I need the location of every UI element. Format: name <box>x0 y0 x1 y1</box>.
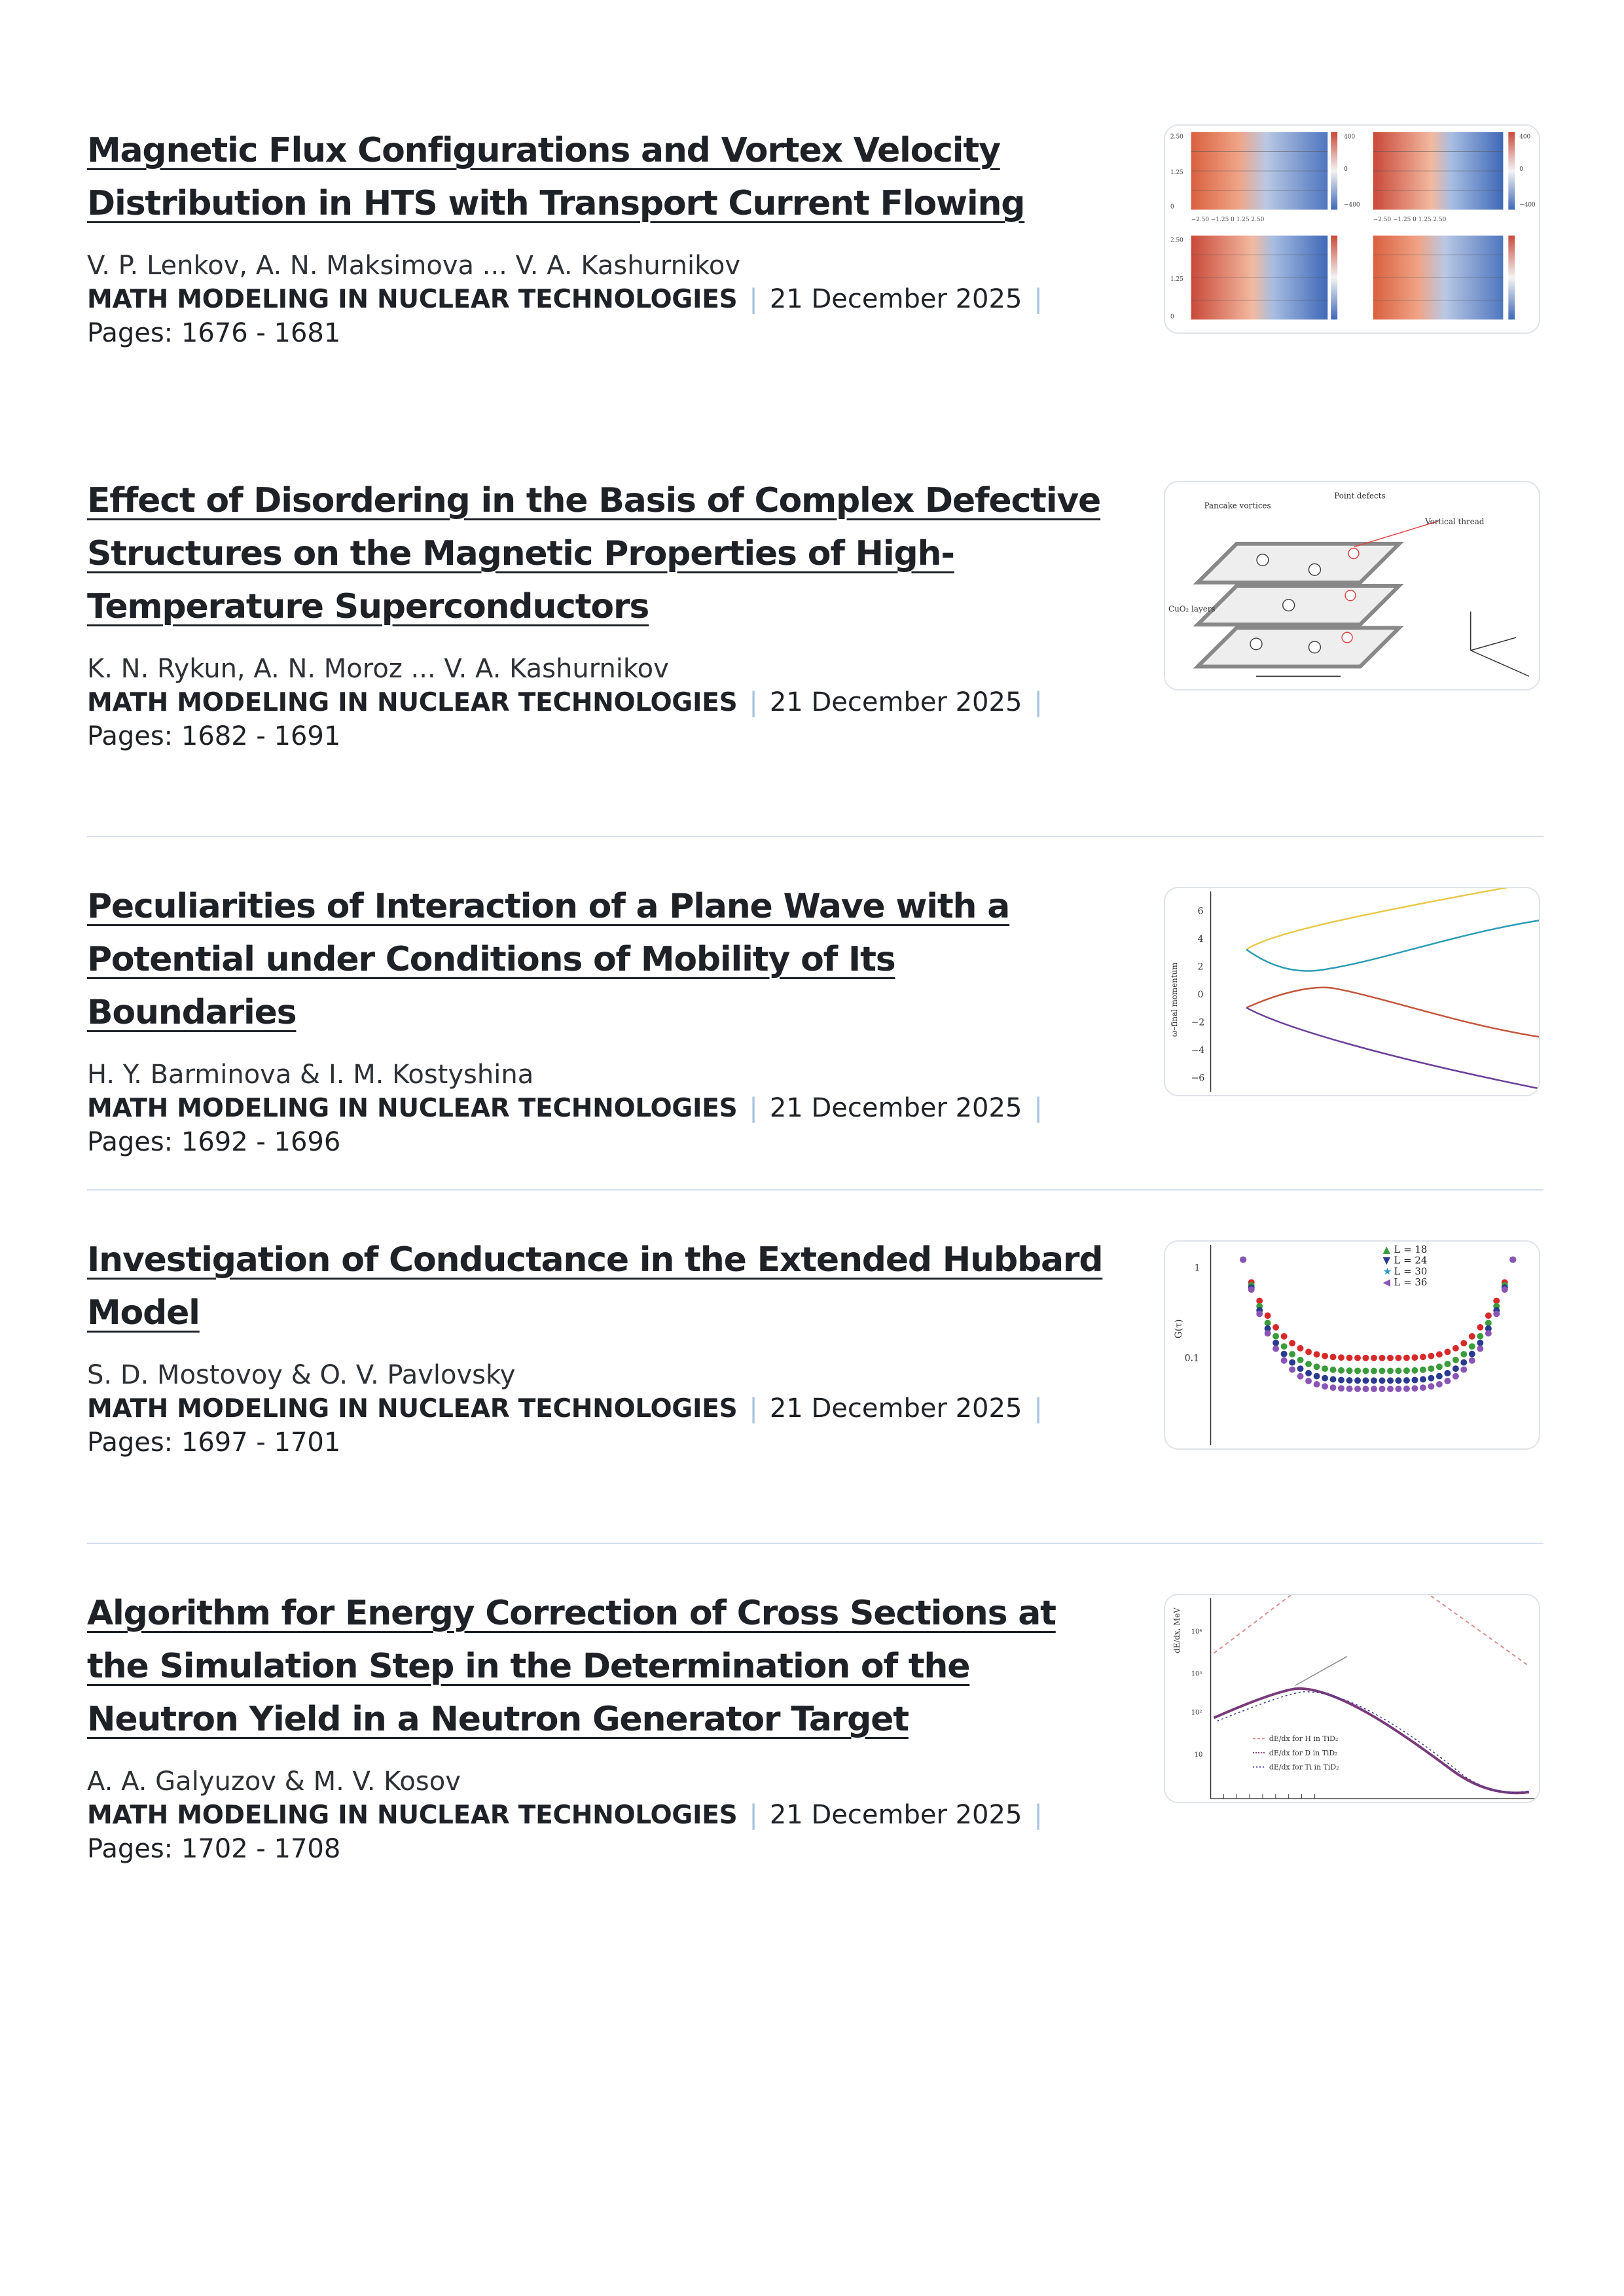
legend-label: dE/dx for Ti in TiD₂ <box>1269 1763 1339 1772</box>
scatter-point <box>1436 1381 1443 1388</box>
article-thumbnail[interactable] <box>1164 481 1540 691</box>
axis-label: dE/dx, MeV <box>1172 1607 1182 1653</box>
svg-text:2.50: 2.50 <box>1170 237 1183 244</box>
divider <box>87 1189 1543 1191</box>
divider <box>87 1543 1543 1544</box>
heatmap-figure <box>1165 126 1539 332</box>
scatter-point <box>1322 1383 1328 1390</box>
article-text <box>87 1587 1108 1866</box>
svg-text:0: 0 <box>1197 989 1204 1000</box>
legend-label: dE/dx for H in TiD₂ <box>1269 1734 1339 1744</box>
article-text <box>87 124 1108 350</box>
svg-text:0.1: 0.1 <box>1184 1353 1199 1364</box>
scatter-point <box>1281 1343 1288 1350</box>
scatter-point <box>1289 1351 1295 1357</box>
line-plot-figure <box>1165 888 1539 1095</box>
scatter-point <box>1453 1365 1459 1372</box>
scatter-point <box>1469 1357 1475 1364</box>
journal-link[interactable]: MATH MODELING IN NUCLEAR TECHNOLOGIES <box>87 1394 738 1424</box>
scatter-point <box>1371 1368 1377 1374</box>
svg-text:10²: 10² <box>1191 1709 1202 1717</box>
article-title-link[interactable]: Magnetic Flux Configurations and Vortex Velocity Distribution in HTS with Transport Current Flowing <box>87 131 1025 223</box>
scatter-point <box>1354 1367 1361 1374</box>
scatter-point <box>1338 1354 1344 1361</box>
scatter-point <box>1460 1351 1467 1357</box>
scatter-point <box>1395 1386 1401 1392</box>
scatter-point <box>1453 1345 1459 1352</box>
scatter-point <box>1289 1340 1295 1346</box>
svg-text:1.25: 1.25 <box>1170 276 1183 283</box>
scatter-point <box>1297 1373 1304 1380</box>
meta-separator: | <box>749 1393 758 1424</box>
scatter-point <box>1420 1354 1426 1360</box>
article-thumbnail[interactable] <box>1164 1594 1540 1803</box>
scatter-point <box>1403 1367 1410 1374</box>
scatter-point <box>1428 1383 1434 1390</box>
scatter-point <box>1460 1359 1467 1366</box>
scatter-point <box>1265 1330 1271 1336</box>
svg-text:400: 400 <box>1344 134 1356 141</box>
scatter-point <box>1395 1367 1401 1374</box>
diagram-label: Pancake vortices <box>1204 501 1271 511</box>
scatter-point <box>1281 1357 1288 1364</box>
scatter-point <box>1330 1354 1337 1360</box>
article-pages: Pages: 1692 - 1696 <box>87 1127 341 1157</box>
scatter-point <box>1469 1343 1475 1350</box>
scatter-point <box>1289 1367 1295 1373</box>
scatter-point <box>1338 1367 1344 1374</box>
article-card <box>87 1587 1543 1914</box>
article-meta <box>87 1392 1108 1426</box>
article-thumbnail[interactable] <box>1164 124 1540 334</box>
scatter-plot-figure <box>1165 1242 1539 1448</box>
scatter-point <box>1436 1363 1443 1370</box>
scatter-point <box>1502 1286 1508 1293</box>
scatter-point <box>1297 1365 1304 1372</box>
article-text <box>87 1234 1108 1460</box>
scatter-point <box>1444 1361 1451 1367</box>
scatter-point <box>1281 1333 1288 1340</box>
svg-text:◀: ◀ <box>1382 1276 1391 1289</box>
svg-text:0: 0 <box>1344 166 1348 173</box>
article-title-link[interactable]: Peculiarities of Interaction of a Plane Wave with a Potential under Conditions of Mobility of Its Boundaries <box>87 887 1010 1032</box>
scatter-point <box>1444 1378 1451 1384</box>
svg-text:−2.50 −1.25 0 1.25 2.50: −2.50 −1.25 0 1.25 2.50 <box>1373 217 1447 224</box>
scatter-point <box>1428 1353 1434 1359</box>
scatter-point <box>1395 1355 1401 1361</box>
svg-text:10⁴: 10⁴ <box>1191 1628 1202 1636</box>
svg-text:6: 6 <box>1197 906 1204 917</box>
scatter-point <box>1256 1310 1263 1317</box>
article-meta <box>87 1092 1108 1125</box>
axis-label: G(τ) <box>1173 1319 1184 1339</box>
svg-text:2.50: 2.50 <box>1170 134 1183 141</box>
journal-link[interactable]: MATH MODELING IN NUCLEAR TECHNOLOGIES <box>87 1801 738 1830</box>
svg-text:−6: −6 <box>1191 1073 1205 1084</box>
publication-date: 21 December 2025 <box>769 284 1022 314</box>
svg-text:▲: ▲ <box>1382 1243 1391 1255</box>
scatter-point <box>1362 1377 1369 1384</box>
scatter-point <box>1322 1375 1328 1382</box>
legend-label: L = 18 <box>1394 1243 1428 1255</box>
scatter-point <box>1362 1386 1369 1392</box>
publication-date: 21 December 2025 <box>769 1093 1022 1123</box>
scatter-point <box>1428 1375 1434 1382</box>
article-pages: Pages: 1682 - 1691 <box>87 721 341 751</box>
scatter-point <box>1371 1386 1377 1392</box>
scatter-point <box>1411 1367 1418 1374</box>
journal-link[interactable]: MATH MODELING IN NUCLEAR TECHNOLOGIES <box>87 688 738 717</box>
scatter-point <box>1477 1340 1483 1346</box>
svg-text:−2: −2 <box>1191 1017 1205 1028</box>
article-pages: Pages: 1702 - 1708 <box>87 1834 341 1864</box>
scatter-point <box>1477 1333 1483 1340</box>
publication-date: 21 December 2025 <box>769 687 1022 717</box>
scatter-point <box>1395 1377 1401 1384</box>
scatter-point <box>1387 1368 1394 1374</box>
scatter-point <box>1330 1376 1337 1382</box>
scatter-point <box>1338 1377 1344 1384</box>
legend-label: dE/dx for D in TiD₂ <box>1269 1748 1338 1757</box>
scatter-point <box>1281 1351 1288 1357</box>
diagram-label: CuO₂ layers <box>1168 604 1216 614</box>
scatter-point <box>1289 1359 1295 1366</box>
article-authors: H. Y. Barminova & I. M. Kostyshina <box>87 1060 534 1090</box>
scatter-point <box>1411 1385 1418 1391</box>
article-pages: Pages: 1697 - 1701 <box>87 1427 341 1458</box>
scatter-point <box>1469 1351 1475 1357</box>
scatter-point <box>1485 1330 1492 1336</box>
scatter-point <box>1493 1310 1500 1317</box>
scatter-point <box>1305 1361 1312 1367</box>
scatter-point <box>1371 1355 1377 1361</box>
article-card <box>87 1234 1543 1496</box>
svg-text:1.25: 1.25 <box>1170 170 1183 177</box>
publication-date: 21 December 2025 <box>769 1800 1022 1830</box>
article-thumbnail[interactable] <box>1164 1240 1540 1450</box>
article-text <box>87 880 1108 1159</box>
scatter-point <box>1330 1384 1337 1391</box>
svg-text:2: 2 <box>1197 961 1204 973</box>
article-title-link[interactable]: Effect of Disordering in the Basis of Complex Defective Structures on the Magnetic Properties of High-Temperature Superconductors <box>87 481 1101 626</box>
article-title-link[interactable]: Algorithm for Energy Correction of Cross Sections at the Simulation Step in the Determination of the Neutron Yield in a Neutron Generator Target <box>87 1594 1056 1739</box>
scatter-point <box>1477 1346 1483 1352</box>
scatter-point <box>1403 1386 1410 1392</box>
scatter-point <box>1338 1385 1344 1391</box>
meta-separator: | <box>1034 1393 1043 1424</box>
meta-separator: | <box>749 284 758 314</box>
svg-text:−2.50 −1.25 0 1.25 2.50: −2.50 −1.25 0 1.25 2.50 <box>1191 217 1265 224</box>
svg-text:10³: 10³ <box>1191 1670 1202 1678</box>
article-title-link[interactable]: Investigation of Conductance in the Extended Hubbard Model <box>87 1240 1103 1333</box>
scatter-point <box>1314 1351 1320 1357</box>
scatter-point <box>1460 1340 1467 1346</box>
meta-separator: | <box>1034 284 1043 314</box>
legend-label: L = 24 <box>1394 1254 1428 1266</box>
meta-separator: | <box>749 1093 758 1123</box>
article-meta <box>87 1799 1108 1832</box>
svg-text:4: 4 <box>1197 933 1204 944</box>
scatter-point <box>1305 1378 1312 1384</box>
divider <box>87 836 1543 837</box>
scatter-point <box>1477 1324 1483 1331</box>
article-authors: V. P. Lenkov, A. N. Maksimova ... V. A. Kashurnikov <box>87 251 740 281</box>
svg-text:1: 1 <box>1194 1263 1200 1274</box>
scatter-point <box>1379 1368 1386 1374</box>
axis-label: ω–final momentum <box>1169 962 1179 1037</box>
scatter-point <box>1411 1377 1418 1384</box>
scatter-point <box>1436 1373 1443 1380</box>
scatter-point <box>1314 1373 1320 1380</box>
article-pages: Pages: 1676 - 1681 <box>87 318 341 348</box>
scatter-point <box>1265 1312 1271 1319</box>
scatter-point <box>1453 1357 1459 1363</box>
meta-separator: | <box>1034 1093 1043 1123</box>
scatter-point <box>1387 1355 1394 1361</box>
svg-text:0: 0 <box>1170 204 1174 211</box>
scatter-point <box>1297 1345 1304 1352</box>
scatter-point <box>1362 1368 1369 1374</box>
legend-label: L = 36 <box>1394 1276 1428 1289</box>
scatter-point <box>1460 1367 1467 1373</box>
scatter-point <box>1346 1367 1353 1374</box>
legend-label: L = 30 <box>1394 1265 1428 1278</box>
meta-separator: | <box>1034 1800 1043 1830</box>
log-curve-figure <box>1165 1595 1539 1802</box>
scatter-point <box>1272 1346 1279 1352</box>
meta-separator: | <box>1034 687 1043 717</box>
diagram-label: Point defects <box>1334 491 1386 501</box>
svg-text:0: 0 <box>1519 166 1523 173</box>
scatter-point <box>1354 1386 1361 1392</box>
scatter-point <box>1411 1354 1418 1361</box>
article-card <box>87 124 1543 347</box>
scatter-point <box>1403 1355 1410 1361</box>
svg-text:▼: ▼ <box>1382 1254 1391 1266</box>
scatter-point <box>1387 1377 1394 1384</box>
article-thumbnail[interactable] <box>1164 887 1540 1096</box>
scatter-point <box>1444 1349 1451 1355</box>
scatter-point <box>1346 1377 1353 1384</box>
meta-separator: | <box>749 687 758 717</box>
scatter-point <box>1453 1373 1459 1380</box>
svg-text:400: 400 <box>1519 134 1531 141</box>
publication-date: 21 December 2025 <box>769 1393 1022 1424</box>
scatter-point <box>1272 1324 1279 1331</box>
scatter-point <box>1469 1333 1475 1340</box>
scatter-point <box>1305 1349 1312 1355</box>
article-authors: A. A. Galyuzov & M. V. Kosov <box>87 1767 461 1797</box>
scatter-point <box>1322 1353 1328 1359</box>
scatter-point <box>1346 1386 1353 1392</box>
scatter-point <box>1272 1340 1279 1346</box>
scatter-point <box>1379 1377 1386 1384</box>
svg-text:−4: −4 <box>1191 1045 1205 1056</box>
scatter-point <box>1403 1377 1410 1384</box>
article-meta <box>87 283 1108 316</box>
scatter-point <box>1444 1370 1451 1376</box>
scatter-point <box>1379 1355 1386 1361</box>
scatter-point <box>1272 1333 1279 1340</box>
scatter-point <box>1362 1355 1369 1361</box>
article-authors: S. D. Mostovoy & O. V. Pavlovsky <box>87 1360 516 1390</box>
article-card <box>87 475 1543 776</box>
scatter-point <box>1420 1367 1426 1373</box>
scatter-point <box>1371 1377 1377 1384</box>
layer-diagram-figure <box>1165 482 1539 689</box>
svg-text:−400: −400 <box>1344 202 1360 209</box>
svg-text:0: 0 <box>1170 314 1174 321</box>
scatter-point <box>1428 1365 1434 1372</box>
scatter-point <box>1509 1257 1516 1263</box>
article-authors: K. N. Rykun, A. N. Moroz ... V. A. Kashurnikov <box>87 654 669 684</box>
scatter-point <box>1354 1377 1361 1384</box>
scatter-point <box>1485 1312 1492 1319</box>
scatter-point <box>1346 1355 1353 1361</box>
journal-link[interactable]: MATH MODELING IN NUCLEAR TECHNOLOGIES <box>87 285 738 314</box>
scatter-point <box>1248 1286 1255 1293</box>
scatter-point <box>1379 1386 1386 1392</box>
svg-text:−400: −400 <box>1519 202 1536 209</box>
diagram-label: Vortical thread <box>1425 517 1485 527</box>
article-text <box>87 475 1108 753</box>
scatter-point <box>1314 1381 1320 1388</box>
svg-text:10: 10 <box>1194 1751 1203 1759</box>
article-meta <box>87 686 1108 719</box>
scatter-point <box>1322 1365 1328 1372</box>
scatter-point <box>1420 1384 1426 1391</box>
scatter-point <box>1314 1363 1320 1370</box>
article-card <box>87 880 1543 1157</box>
svg-text:★: ★ <box>1382 1265 1392 1278</box>
scatter-point <box>1436 1351 1443 1357</box>
meta-separator: | <box>749 1800 758 1830</box>
scatter-point <box>1387 1386 1394 1392</box>
scatter-point <box>1354 1355 1361 1361</box>
scatter-point <box>1305 1370 1312 1376</box>
scatter-point <box>1240 1257 1246 1263</box>
scatter-point <box>1420 1376 1426 1382</box>
scatter-point <box>1297 1357 1304 1363</box>
journal-link[interactable]: MATH MODELING IN NUCLEAR TECHNOLOGIES <box>87 1094 738 1123</box>
scatter-point <box>1330 1367 1337 1373</box>
